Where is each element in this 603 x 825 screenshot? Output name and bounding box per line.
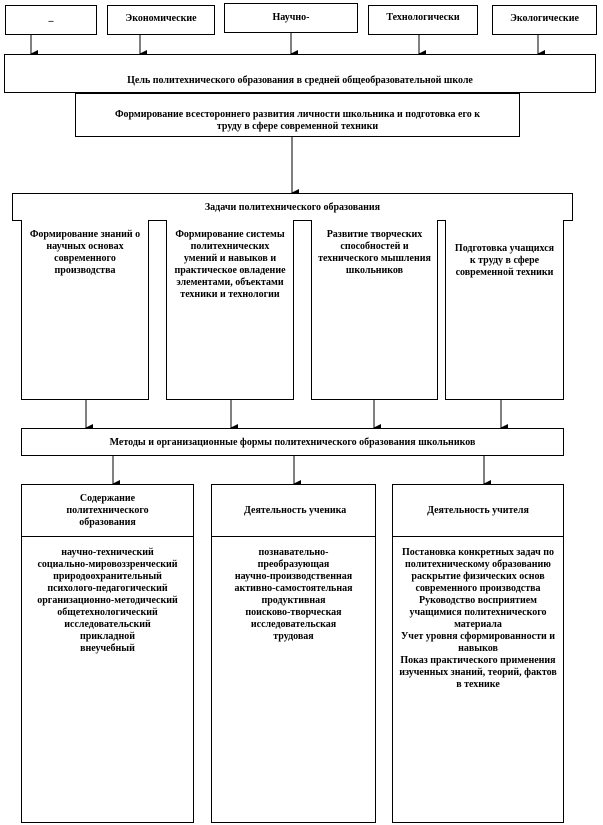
teacher-item: Руководство восприятием учащимися политехнического материала bbox=[409, 595, 547, 630]
content-item: внеучебный bbox=[80, 643, 135, 654]
methods-title-box: Методы и организационные формы политехнического образования школьников bbox=[21, 428, 564, 456]
student-item: познавательно-преобразующая bbox=[257, 547, 330, 570]
task-box-3: Развитие творческих способностей и технического мышления школьников bbox=[311, 220, 438, 400]
teacher-list bbox=[393, 537, 563, 691]
student-item: научно-производственная bbox=[234, 571, 353, 582]
teacher-column bbox=[392, 484, 564, 823]
top-box-1: – bbox=[5, 5, 97, 35]
tasks-title-box: Задачи политехнического образования bbox=[12, 193, 573, 221]
student-item: поисково-творческая bbox=[245, 607, 342, 618]
teacher-item: раскрытие физических основ современного производства bbox=[411, 571, 545, 594]
top-box-economic: Экономические bbox=[107, 5, 215, 35]
task-box-1: Формирование знаний о научных основах современного производства bbox=[21, 220, 149, 400]
student-item: продуктивная bbox=[261, 595, 326, 606]
content-item: социально-мировоззренческий bbox=[37, 559, 178, 570]
content-item: психолого-педагогический bbox=[47, 583, 168, 594]
goal-title-box: Цель политехнического образования в средней общеобразовательной школе bbox=[4, 54, 596, 93]
student-item: активно-самостоятельная bbox=[234, 583, 353, 594]
content-item: прикладной bbox=[79, 631, 136, 642]
content-item: природоохранительный bbox=[53, 571, 162, 582]
task-box-4: Подготовка учащихся к труду в сфере современной техники bbox=[445, 220, 564, 400]
teacher-title: Деятельность учителя bbox=[393, 485, 563, 537]
task-box-2: Формирование системы политехнических умений и навыков и практическое овладение элементами, объектами техники и технологии bbox=[166, 220, 294, 400]
content-item: общетехнологический bbox=[57, 607, 158, 618]
content-item: исследовательский bbox=[64, 619, 151, 630]
teacher-item: Учет уровня сформированности и навыков bbox=[400, 631, 556, 654]
student-column bbox=[211, 484, 376, 823]
content-title: Содержание политехнического образования bbox=[22, 485, 193, 537]
content-list bbox=[22, 537, 193, 655]
student-item: исследовательская bbox=[250, 619, 337, 630]
teacher-item: Постановка конкретных задач по политехническому образованию bbox=[402, 547, 554, 570]
top-box-scientific: Научно- bbox=[224, 3, 358, 33]
content-item: научно-технический bbox=[61, 547, 154, 558]
goal-text-box: Формирование всестороннего развития личности школьника и подготовка его к труду в сфере современной техники bbox=[75, 93, 520, 137]
top-box-ecological: Экологические bbox=[492, 5, 597, 35]
student-list bbox=[212, 537, 375, 643]
content-item: организационно-методический bbox=[37, 595, 178, 606]
content-column bbox=[21, 484, 194, 823]
teacher-item: Показ практического применения изученных знаний, теорий, фактов в технике bbox=[399, 655, 557, 690]
student-item: трудовая bbox=[273, 631, 314, 642]
top-box-technological: Технологически bbox=[368, 5, 478, 35]
student-title: Деятельность ученика bbox=[212, 485, 375, 537]
